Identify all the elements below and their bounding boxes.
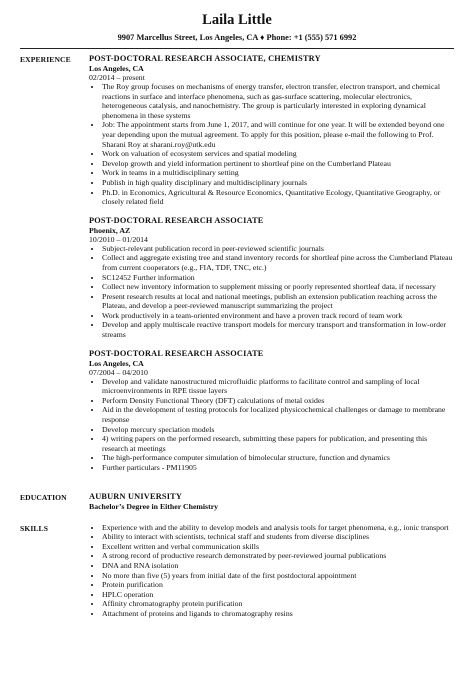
bullet-item: • Further particulars - PM11905 [102,463,454,473]
bullet-item: • Develop and validate nanostructured microfluidic platforms to facilitate control and sampling of local microenvironments in RPE tissue layers [102,377,454,396]
job-bullets [89,377,454,473]
header-divider [20,48,454,49]
bullet-item: • Work on valuation of ecosystem services and spatial modeling [102,149,454,159]
contact-line: 9907 Marcellus Street, Los Angeles, CA ♦ Phone: +1 (555) 571 6992 [117,33,357,42]
bullet-item: • Collect new inventory information to supplement missing or poorly represented shortleaf data, if necessary [102,282,454,292]
experience-section [20,54,454,482]
job-dates: 02/2014 – present [89,73,145,82]
school-name: AUBURN UNIVERSITY [89,491,183,501]
bullet-item: • Develop and apply multiscale reactive transport models for mercury transport and transformation in low-order streams [102,320,454,339]
bullet-item: • Work productively in a team-oriented environment and have a proven track record of team work [102,311,454,321]
bullet-item: • Present research results at local and national meetings, publish an extension publication reaching across the Plateau, and develop a peer-reviewed manuscript summarizing the project [102,292,454,311]
bullet-item: • The high-performance computer simulation of bimolecular structure, function and dynamics [102,453,454,463]
education-heading: EDUCATION [20,492,67,502]
experience-heading: EXPERIENCE [20,55,71,64]
bullet-item: • Develop growth and yield information pertinent to shortleaf pine on the Cumberland Plateau [102,159,454,169]
bullet-item: • Job: The appointment starts from June 1, 2017, and will continue for one year. It will be extended beyond one year depending upon the mutual agreement. To apply for this position, please e-mail the following to Prof. Sharani Roy at sharani.roy@utk.edu [102,120,454,149]
degree-name: Bachelor’s Degree in Either Chemistry [89,501,219,511]
skill-item: • Experience with and the ability to develop models and analysis tools for target phenomena, e.g., ionic transport [102,523,454,533]
bullet-item: • 4) writing papers on the performed research, submitting these papers for publication, and presenting this research at meetings [102,434,454,453]
education-section [20,492,454,512]
skill-item: • HPLC operation [102,590,454,600]
bullet-item: • The Roy group focuses on mechanisms of energy transfer, electron transfer, electron transport, and chemical reactions in surface and interface phenomena, such as gas-surface scattering, molecular electronics, heterogeneous catalysis, and nanochemistry. The group is particularly interested in exploring dynamical phenomena in these systems [102,82,454,120]
bullet-item: • Develop mercury speciation models [102,425,454,435]
job-entry [89,54,454,207]
bullet-item: • Work in teams in a multidisciplinary setting [102,168,454,178]
bullet-item: • Aid in the development of testing protocols for localized physicochemical challenges or damage to membrane response [102,405,454,424]
skill-item: • Protein purification [102,580,454,590]
job-title: POST-DOCTORAL RESEARCH ASSOCIATE, CHEMISTRY [89,54,321,63]
bullet-item: • SC12452 Further information [102,273,454,283]
candidate-name: Laila Little [202,12,272,28]
job-location: Phoenix, AZ [89,225,131,235]
job-bullets [89,244,454,340]
job-dates: 07/2004 – 04/2010 [89,367,148,377]
job-location: Los Angeles, CA [89,358,144,368]
job-entry [89,216,454,340]
job-title: POST-DOCTORAL RESEARCH ASSOCIATE [89,348,264,358]
skills-section [20,523,454,619]
skills-heading: SKILLS [20,523,49,533]
job-entry [89,349,454,473]
job-bullets [89,82,454,207]
bullet-item: • Publish in high quality disciplinary and multidisciplinary journals [102,178,454,188]
skill-item: • No more than five (5) years from initial date of the first postdoctoral appointment [102,571,454,581]
skill-item: • Affinity chromatography protein purification [102,599,454,609]
skill-item: • Attachment of proteins and ligands to chromatography resins [102,609,454,619]
skill-item: • DNA and RNA isolation [102,561,454,571]
skills-list [89,523,454,619]
job-dates: 10/2010 – 01/2014 [89,234,148,244]
bullet-item: • Perform Density Functional Theory (DFT) calculations of metal oxides [102,396,454,406]
skill-item: • A strong record of productive research demonstrated by peer-reviewed journal publications [102,551,454,561]
job-location: Los Angeles, CA [89,64,144,73]
skill-item: • Excellent written and verbal communication skills [102,542,454,552]
bullet-item: • Collect and aggregate existing tree and stand inventory records for shortleaf pine across the Cumberland Plateau from current cooperators (e.g., FIA, TDF, TNC, etc.) [102,253,454,272]
job-title: POST-DOCTORAL RESEARCH ASSOCIATE [89,215,264,225]
bullet-item: • Ph.D. in Economics, Agricultural & Resource Economics, Quantitative Ecology, Quantitative Geography, or closely related field [102,188,454,207]
skill-item: • Ability to interact with scientists, technical staff and students from diverse disciplines [102,532,454,542]
bullet-item: • Subject-relevant publication record in peer-reviewed scientific journals [102,244,454,254]
